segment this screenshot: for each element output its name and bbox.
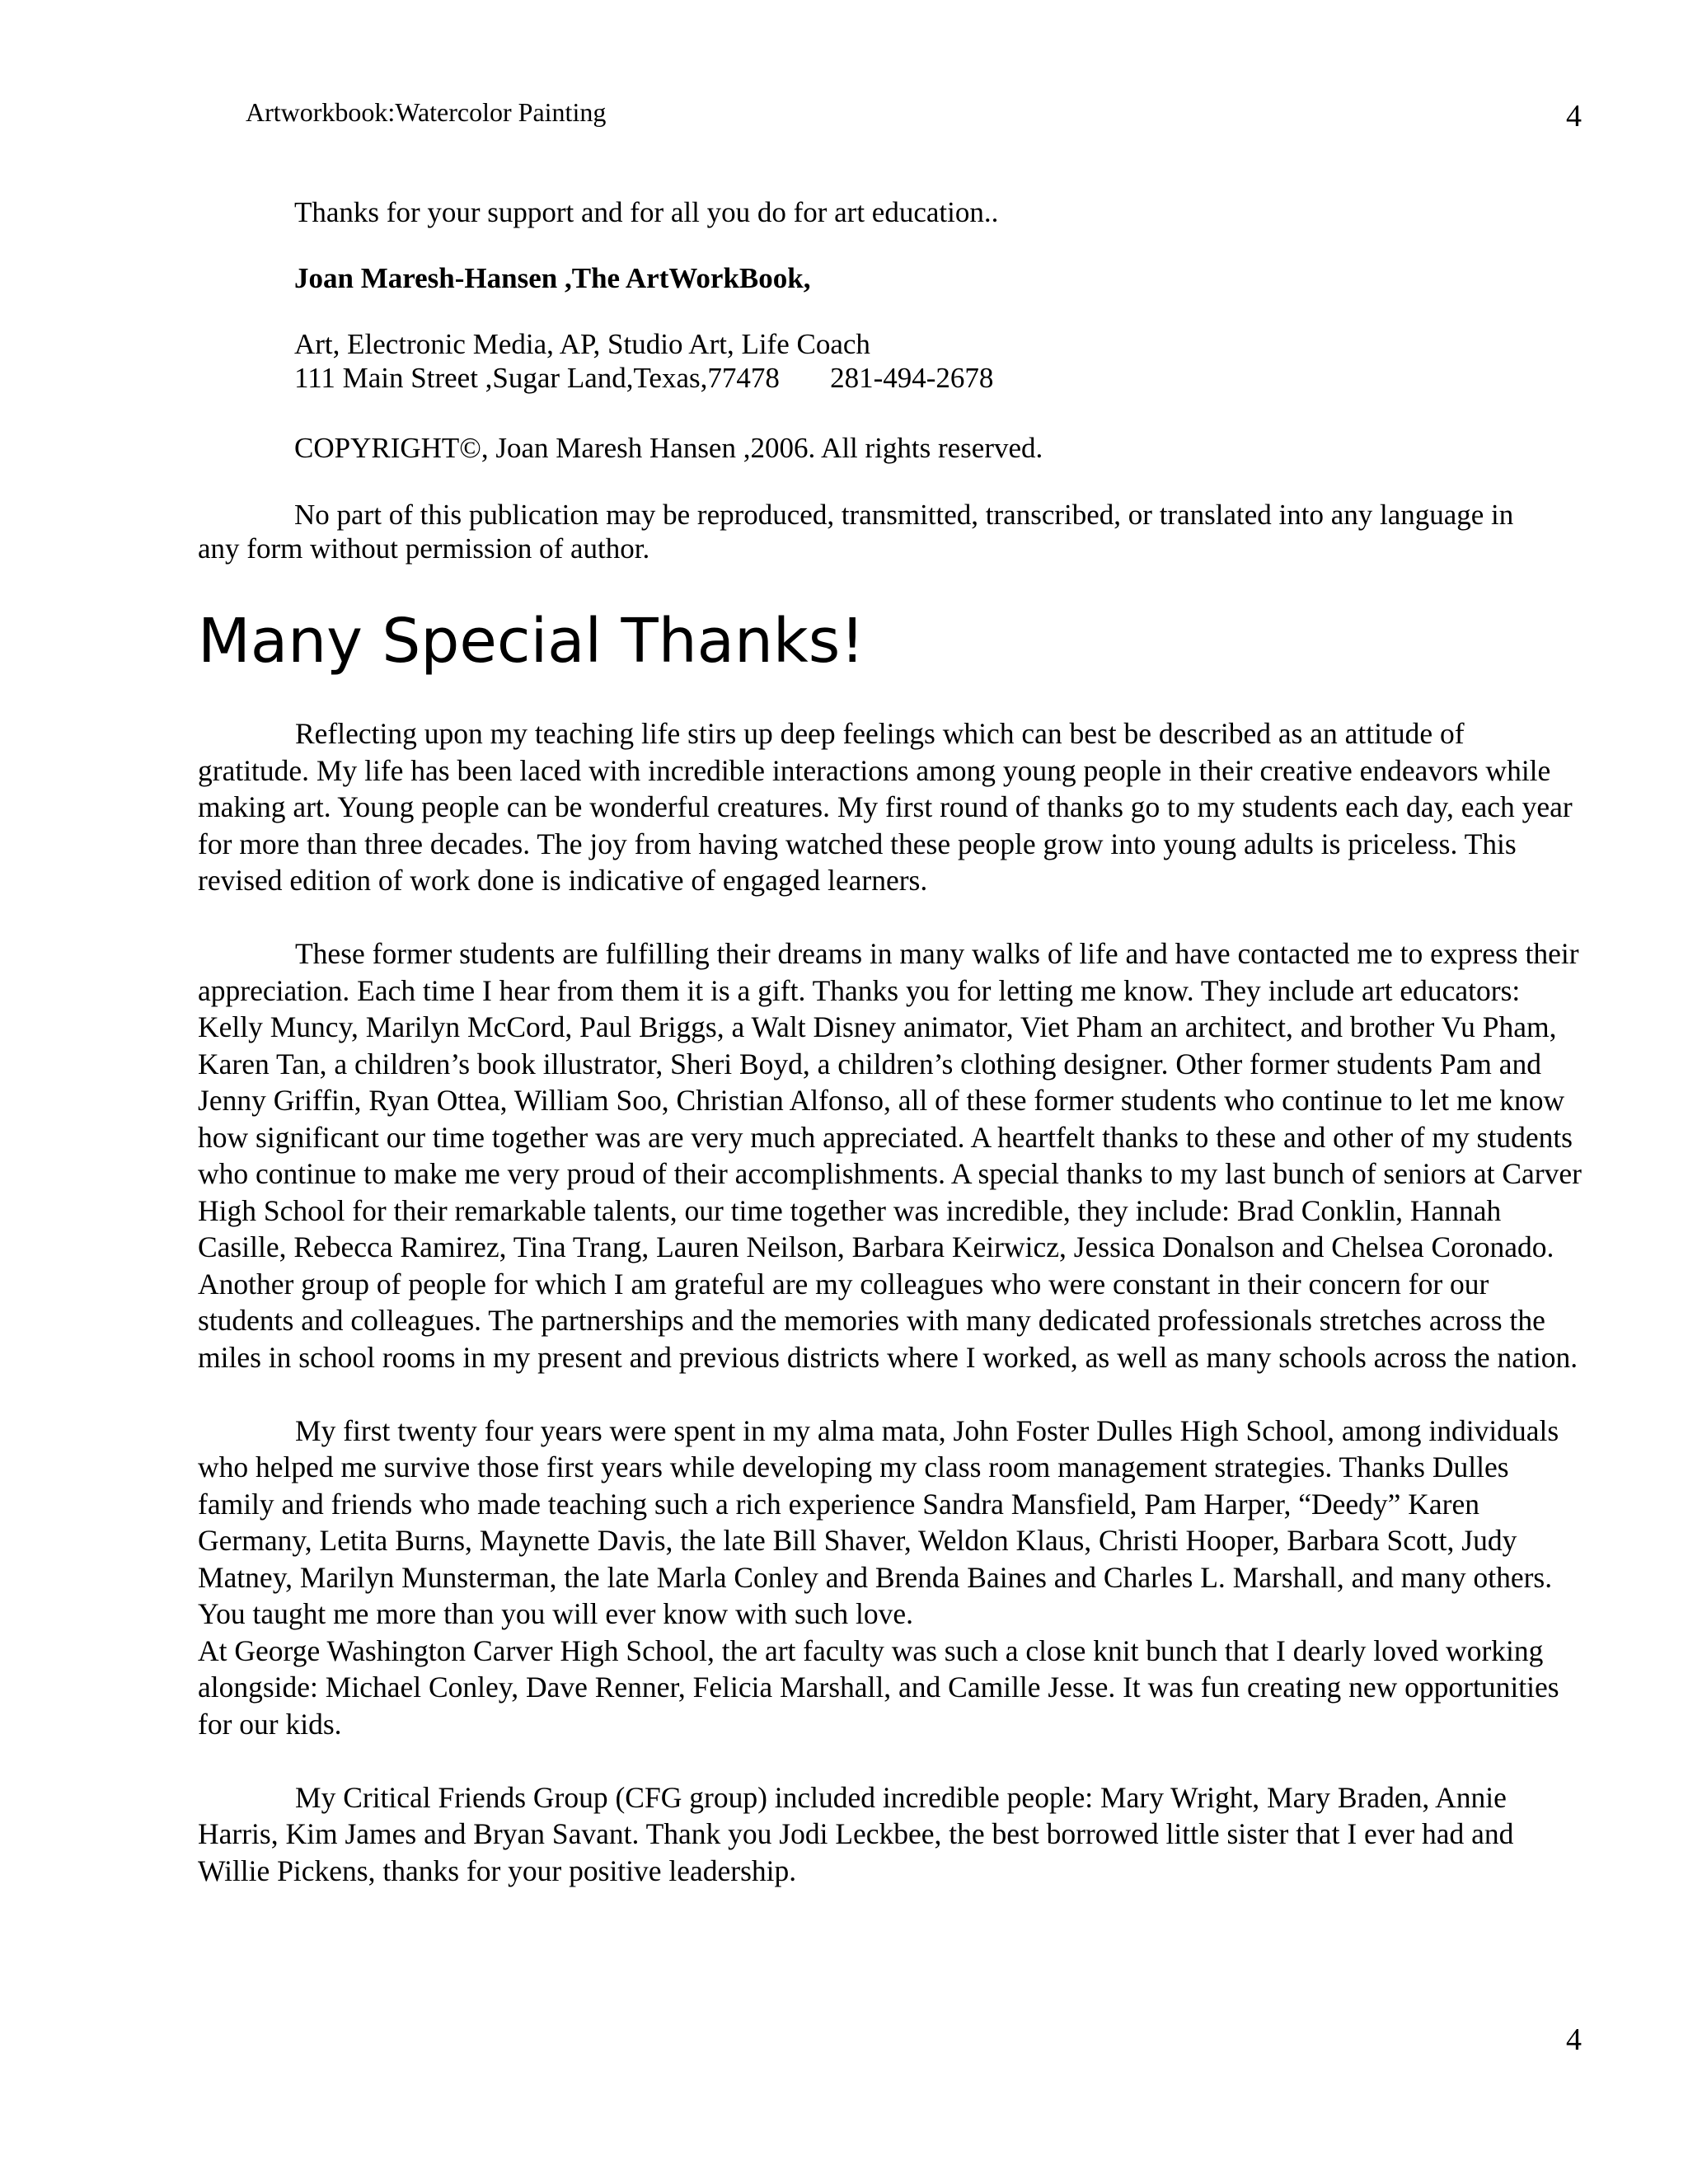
copyright-line: COPYRIGHT©, Joan Maresh Hansen ,2006. All rights reserved. bbox=[294, 432, 1043, 464]
notice-line-1: No part of this publication may be reproduced, transmitted, transcribed, or translated into any language in bbox=[294, 499, 1514, 531]
running-header-title: Artworkbook:Watercolor Painting bbox=[246, 97, 607, 127]
paragraph-gratitude: Reflecting upon my teaching life stirs up deep feelings which can best be described as an attitude of gratitude. My life has been laced with incredible interactions among young people in their creative endeavors while making art. Young people can be wonderful creatures. My first round of thanks go to my students each day, each year for more than three decades. The joy from having watched these people grow into young adults is priceless. This revised edition of work done is indicative of engaged learners. bbox=[198, 717, 1573, 897]
paragraph-spacer bbox=[198, 1376, 1582, 1413]
author-line: Joan Maresh-Hansen ,The ArtWorkBook, bbox=[294, 262, 811, 294]
paragraph-carver: At George Washington Carver High School, the art faculty was such a close knit bunch that I dearly loved working alongside: Michael Conley, Dave Renner, Felicia Marshall, and Camille Jesse. It was fun creating new opportunities for our kids. bbox=[198, 1633, 1559, 1741]
paragraph-spacer bbox=[198, 899, 1582, 936]
thanks-line: Thanks for your support and for all you do for art education.. bbox=[294, 196, 999, 228]
paragraph-dulles: My first twenty four years were spent in my alma mata, John Foster Dulles High School, among individuals who helped me survive those first years while developing my class room management strategies. Thanks Dulles family and friends who made teaching such a rich experience Sandra Mansfield, Pam Harper, “Deedy” Karen Germany, Letita Burns, Maynette Davis, the late Bill Shaver, Weldon Klaus, Christi Hooper, Barbara Scott, Judy Matney, Marilyn Munsterman, the late Marla Conley and Brenda Baines and Charles L. Marshall, and many others. You taught me more than you will ever know with such love. bbox=[198, 1413, 1559, 1630]
paragraph-former-students: These former students are fulfilling their dreams in many walks of life and have contacted me to express their appreciation. Each time I hear from them it is a gift. Thanks you for letting me know. They include art educators: Kelly Muncy, Marilyn McCord, Paul Briggs, a Walt Disney animator, Viet Pham an architect, and brother Vu Pham, Karen Tan, a children’s book illustrator, Sheri Boyd, a children’s clothing designer. Other former students Pam and Jenny Griffin, Ryan Ottea, William Soo, Christian Alfonso, all of these former students who continue to let me know how significant our time together was are very much appreciated. A heartfelt thanks to these and other of my students who continue to make me very proud of their accomplishments. A special thanks to my last bunch of seniors at Carver High School for their remarkable talents, our time together was incredible, they include: Brad Conklin, Hannah Casille, Rebecca Ramirez, Tina Trang, Lauren Neilson, Barbara Keirwicz, Jessica Donalson and Chelsea Coronado. Another group of people for which I am grateful are my colleagues who were constant in their concern for our students and colleagues. The partnerships and the memories with many dedicated professionals stretches across the miles in school rooms in my present and previous districts where I worked, as well as many schools across the nation. bbox=[198, 937, 1582, 1374]
roles-line: Art, Electronic Media, AP, Studio Art, Life Coach bbox=[294, 328, 870, 360]
body-text bbox=[198, 715, 1582, 1889]
paragraph-spacer bbox=[198, 1742, 1582, 1779]
section-heading: Many Special Thanks! bbox=[198, 606, 865, 677]
notice-line-2: any form without permission of author. bbox=[198, 532, 650, 565]
paragraph-cfg: My Critical Friends Group (CFG group) included incredible people: Mary Wright, Mary Braden, Annie Harris, Kim James and Bryan Savant. Thank you Jodi Leckbee, the best borrowed little sister that I ever had and Willie Pickens, thanks for your positive leadership. bbox=[198, 1780, 1514, 1887]
address-line: 111 Main Street ,Sugar Land,Texas,77478 281-494-2678 bbox=[294, 362, 994, 394]
page-number-bottom: 4 bbox=[1566, 2022, 1582, 2057]
page-number-top: 4 bbox=[1566, 99, 1582, 134]
